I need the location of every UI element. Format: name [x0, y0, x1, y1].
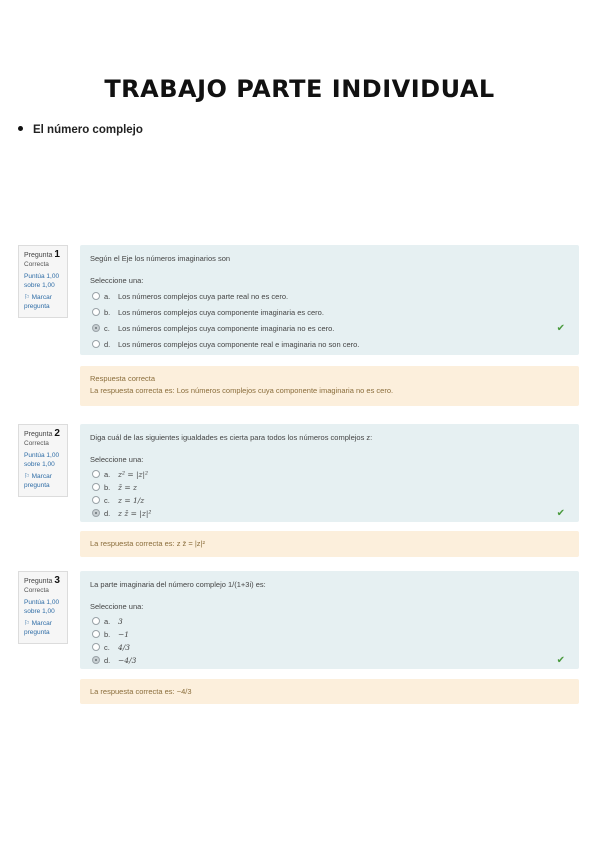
answer-prompt: Seleccione una: [90, 276, 144, 285]
answer-option[interactable]: b. Los números complejos cuya componente imaginaria es cero. [90, 305, 569, 321]
question-grade: Puntúa 1,00 sobre 1,00 [24, 273, 60, 289]
question-feedback-1 [80, 366, 579, 406]
check-icon: ✔ [556, 508, 565, 519]
question-text: Diga cuál de las siguientes igualdades es cierta para todos los números complejos z: [90, 433, 373, 442]
answer-prompt: Seleccione una: [90, 602, 144, 611]
question-number-label: Pregunta 1 [24, 249, 60, 260]
question-number-label: Pregunta 3 [24, 575, 60, 586]
question-formulation-2 [80, 424, 579, 522]
question-formulation-1 [80, 245, 579, 355]
answer-option[interactable]: a. 3 [90, 615, 569, 628]
question-grade: Puntúa 1,00 sobre 1,00 [24, 599, 60, 615]
answer-option[interactable]: c. z = 1/z [90, 494, 569, 507]
question-state: Correcta [24, 261, 49, 268]
question-info-3 [18, 571, 68, 644]
answer-option[interactable]: c. Los números complejos cuya componente imaginaria no es cero. ✔ [90, 321, 569, 337]
question-formulation-3 [80, 571, 579, 669]
question-info-2 [18, 424, 68, 497]
answer-option[interactable]: a. Los números complejos cuya parte real no es cero. [90, 289, 569, 305]
radio-button-selected[interactable] [92, 324, 100, 332]
question-feedback-2 [80, 531, 579, 557]
answer-option[interactable]: d. Los números complejos cuya componente real e imaginaria no son cero. [90, 337, 569, 353]
question-number-label: Pregunta 2 [24, 428, 60, 439]
bullet-item [18, 124, 143, 136]
answer-option[interactable]: d. −4/3 ✔ [90, 654, 569, 667]
answer-option[interactable]: c. 4/3 [90, 641, 569, 654]
radio-button[interactable] [92, 483, 100, 491]
radio-button[interactable] [92, 470, 100, 478]
bullet-dot-icon [18, 126, 23, 131]
question-info-1 [18, 245, 68, 318]
flag-question-link[interactable]: ⚐ Marcar pregunta [24, 620, 52, 636]
question-text: La parte imaginaria del número complejo 1/(1+3i) es: [90, 580, 266, 589]
flag-icon: ⚐ [24, 473, 30, 480]
answer-option[interactable]: b. z̄ = z [90, 481, 569, 494]
question-feedback-3 [80, 679, 579, 704]
radio-button[interactable] [92, 617, 100, 625]
flag-question-link[interactable]: ⚐ Marcar pregunta [24, 473, 52, 489]
radio-button[interactable] [92, 340, 100, 348]
radio-button-selected[interactable] [92, 656, 100, 664]
radio-button[interactable] [92, 292, 100, 300]
feedback-text: La respuesta correcta es: −4/3 [90, 687, 192, 696]
answer-option[interactable]: b. −1 [90, 628, 569, 641]
question-state: Correcta [24, 587, 49, 594]
flag-question-link[interactable]: ⚐ Marcar pregunta [24, 294, 52, 310]
flag-icon: ⚐ [24, 620, 30, 627]
check-icon: ✔ [556, 323, 565, 334]
radio-button-selected[interactable] [92, 509, 100, 517]
feedback-title: Respuesta correcta [90, 374, 156, 383]
question-text: Según el Eje los números imaginarios son [90, 254, 231, 263]
answer-option[interactable]: d. z z̄ = |z|² ✔ [90, 507, 569, 520]
answer-option[interactable]: a. z² = |z|² [90, 468, 569, 481]
bullet-text: El número complejo [33, 124, 143, 136]
feedback-text: La respuesta correcta es: z z̄ = |z|² [90, 539, 205, 548]
radio-button[interactable] [92, 630, 100, 638]
question-grade: Puntúa 1,00 sobre 1,00 [24, 452, 60, 468]
radio-button[interactable] [92, 308, 100, 316]
radio-button[interactable] [92, 496, 100, 504]
radio-button[interactable] [92, 643, 100, 651]
answer-prompt: Seleccione una: [90, 455, 144, 464]
document-title: TRABAJO PARTE INDIVIDUAL [104, 75, 495, 103]
question-state: Correcta [24, 440, 49, 447]
feedback-text: La respuesta correcta es: Los números complejos cuya componente imaginaria no es cero. [90, 386, 394, 395]
flag-icon: ⚐ [24, 294, 30, 301]
check-icon: ✔ [556, 655, 565, 666]
